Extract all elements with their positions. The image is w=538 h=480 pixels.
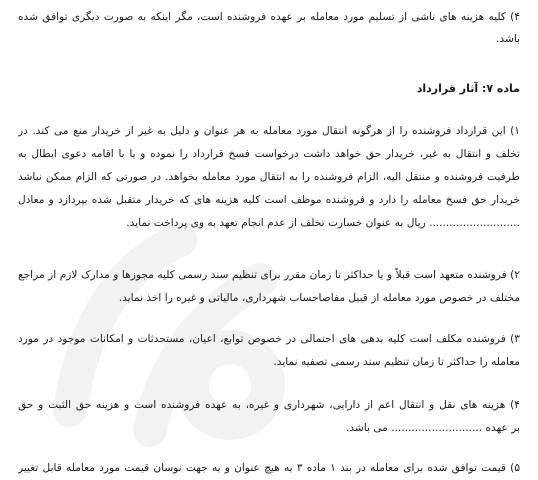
text-line: ۲) فروشنده متعهد است قبلاً و یا حداکثر تا زمان مقرر برای تنظیم سند رسمی کلیه مجوزها و مدارک لازم از مراجع <box>18 269 520 281</box>
text-line: تخلف و انتقال به غیر، خریدار حق خواهد داشت درخواست فسخ قرارداد را نموده و یا با اقامه دعوی ابطال به <box>18 148 520 160</box>
text-line: خریدار حق فسخ معامله را دارد و فروشنده موظف است کلیه هزینه های که خریدار متقبل شده بپردازد و معادل <box>18 194 520 206</box>
article-7-heading: ماده ۷: آثار قرارداد <box>416 82 520 95</box>
clause-4 <box>18 396 520 437</box>
clause-2 <box>18 266 520 307</box>
text-line: معامله را حداکثر تا زمان تنظیم سند رسمی تصفیه نماید. <box>273 356 520 368</box>
paragraph-4-cost-of-delivery <box>18 8 520 48</box>
clause-3 <box>18 330 520 371</box>
text-line: ۳) فروشنده مکلف است کلیه بدهی های احتمالی در خصوص توابع، اعیان، مستحدثات و امکانات موجود در مورد <box>18 333 520 345</box>
text-line: باشد. <box>496 33 520 45</box>
text-line: ........................... ریال به عنوان خسارت تخلف از عدم انجام تعهد به وی پرداخت نماید. <box>126 217 520 229</box>
text-line: مختلف در خصوص مورد معامله از قبیل مفاصاحساب شهرداری، مالیاتی و غیره را اخذ نماید. <box>118 292 520 304</box>
clause-5 <box>18 459 520 477</box>
text-line: ۱) این قرارداد فروشنده را از هرگونه انتقال مورد معامله به هر عنوان و دلیل به غیر از خریدار منع می کند. در <box>18 125 520 137</box>
text-line: ۴) کلیه هزینه های ناشی از تسلیم مورد معامله بر عهده فروشنده است، مگر اینکه به صورت دیگری توافق شده <box>18 11 520 23</box>
text-line: ۵) قیمت توافق شده برای معامله در بند ۱ ماده ۳ به هیچ عنوان و به جهت نوسان قیمت مورد معامله قابل تغییر <box>18 462 520 474</box>
text-line: ۴) هزینه های نقل و انتقال اعم از دارایی، شهرداری و غیره، به عهده فروشنده است و هزینه حق الثبت و حق <box>18 399 520 411</box>
text-line: طرفیت فروشنده و منتقل الیه، الزام فروشنده را به انتقال مورد معامله بخواهد. در صورتی که الزام ممکن نباشد <box>18 171 520 183</box>
text-line: بر عهده ........................... می باشد. <box>346 422 520 434</box>
clause-1 <box>18 122 520 232</box>
